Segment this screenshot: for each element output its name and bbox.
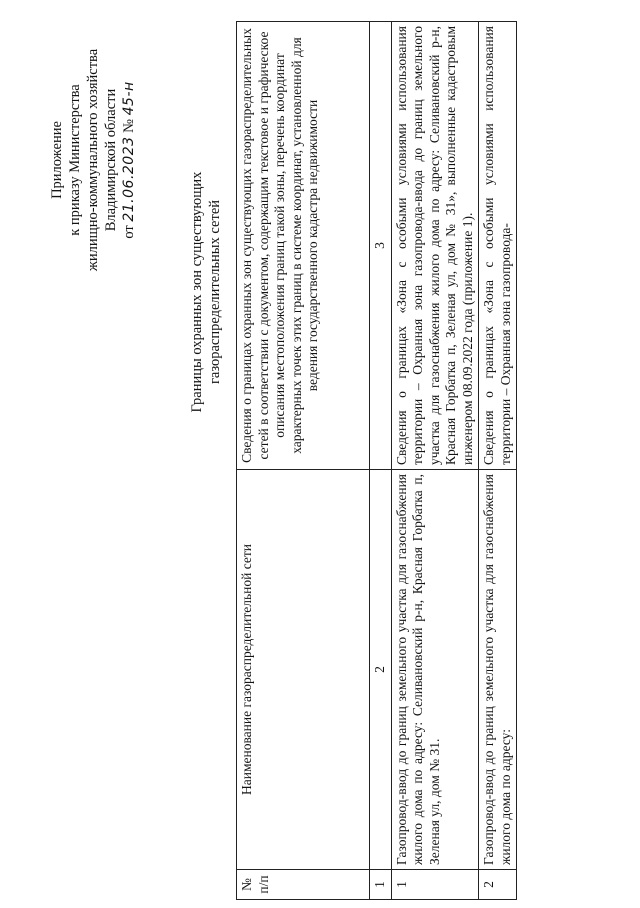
table-row <box>479 22 517 900</box>
column-number-row <box>370 22 392 900</box>
order-date: 21.06.2023 <box>121 136 137 222</box>
appendix-header <box>48 40 138 280</box>
date-prefix: от <box>121 225 137 239</box>
title-line-1: Границы охранных зон существующих <box>189 171 205 413</box>
header-zone-info: Сведения о границах охранных зон существующих газораспределительных сетей в соответствии с документом, содержащим текстовое и графическое описания местоположения границ такой зоны, перечень координат характерных точек этих границ в системе координат, установленной для ведения государственного кадастра недвижимости <box>237 22 370 470</box>
column-number-1: 1 <box>370 870 392 900</box>
order-date-line <box>120 40 138 280</box>
gas-zones-table <box>236 21 517 900</box>
zone-info: Сведения о границах «Зона с особыми условиями использования территории – Охранная зона газопровода- <box>479 22 517 470</box>
row-number: 1 <box>391 870 479 900</box>
table-header-row <box>237 22 370 900</box>
header-network-name: Наименование газораспределительной сети <box>237 470 370 870</box>
order-reference: к приказу Министерства <box>67 84 83 236</box>
title-line-2: газораспределительных сетей <box>207 199 223 385</box>
row-number: 2 <box>479 870 517 900</box>
appendix-label: Приложение <box>49 121 65 199</box>
ministry-name: жилищно-коммунального хозяйства <box>85 48 101 272</box>
number-label: № <box>121 119 137 133</box>
order-number: 45-н <box>121 81 137 116</box>
zone-info: Сведения о границах «Зона с особыми условиями использования территории – Охранная зона газопровода-ввода до границ земельного участка для газоснабжения жилого дома по адресу: Селивановский р-н, Красная Горбатка п, Зеленая ул, дом № 31», выполненные кадастровым инженером 08.09.2022 года (приложение 1). <box>391 22 479 470</box>
header-number: № п/п <box>237 870 370 900</box>
table-row <box>391 22 479 900</box>
column-number-2: 2 <box>370 470 392 870</box>
network-name: Газопровод-ввод до границ земельного участка для газоснабжения жилого дома по адресу: <box>479 470 517 870</box>
network-name: Газопровод-ввод до границ земельного участка для газоснабжения жилого дома по адресу: Селивановский р-н, Красная Горбатка п, Зеленая ул, дом № 31. <box>391 470 479 870</box>
document-title <box>188 112 224 472</box>
column-number-3: 3 <box>370 22 392 470</box>
region-name: Владимирской области <box>103 88 119 232</box>
